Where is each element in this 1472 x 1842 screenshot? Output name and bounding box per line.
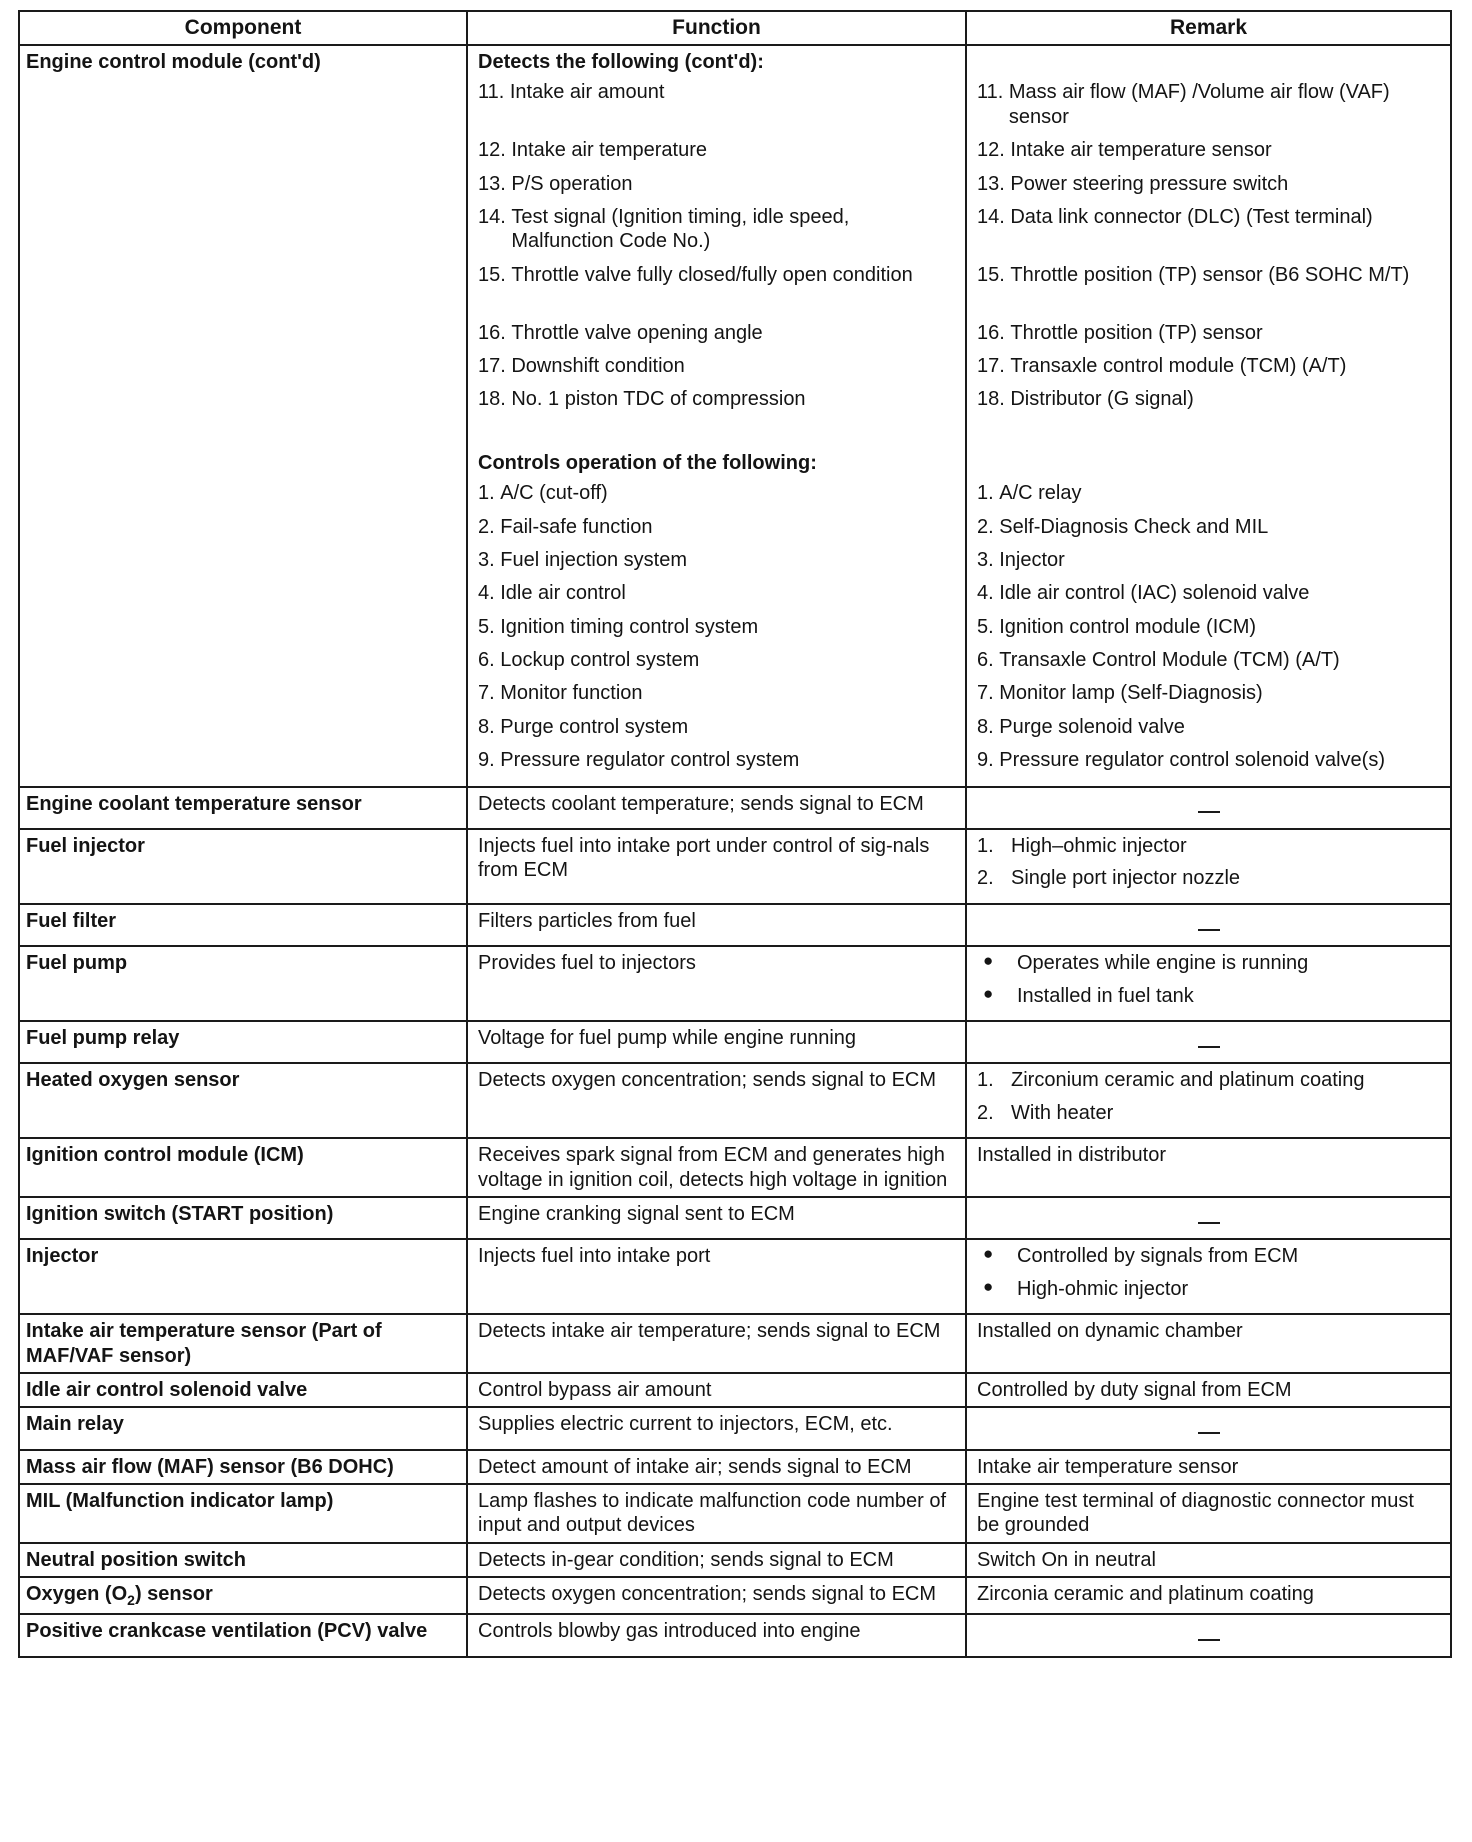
component-table [18,10,1452,1658]
table-row [19,1614,1451,1656]
header-component: Component [19,11,467,45]
item-number: 11. [478,81,510,104]
table-row [19,1021,1451,1063]
remark-item [977,354,1440,378]
document-page [18,10,1450,1658]
remark-bullet-item [977,1244,1440,1268]
subscript: 2 [127,1592,135,1609]
table-row [19,787,1451,829]
component-cell: Injector [19,1239,467,1314]
remark-list-item [977,866,1440,890]
component-cell: MIL (Malfunction indicator lamp) [19,1484,467,1543]
function-cell: Detect amount of intake air; sends signal to ECM [467,1450,966,1484]
item-text: Throttle valve opening angle [511,321,763,344]
item-number: 2. [478,515,501,538]
item-number: 12. [478,139,512,162]
item-number: 4. [977,582,1000,605]
header-row [19,11,1451,45]
item-number: 1. [478,482,501,505]
remark-bullet-item [977,951,1440,975]
component-cell: Fuel pump relay [19,1021,467,1063]
section-gap [977,421,1440,451]
remark-bullet-item [977,1277,1440,1301]
bullet-icon: ● [983,1244,994,1264]
item-number: 15. [977,263,1011,286]
item-number: 1. [977,1069,994,1092]
dash-icon [1198,929,1220,931]
remark-cell: Zirconia ceramic and platinum coating [966,1577,1451,1614]
remark-cell [966,787,1451,829]
function-cell: Receives spark signal from ECM and generates high voltage in ignition coil, detects high voltage in ignition [467,1138,966,1197]
item-text: Fuel injection system [500,548,687,571]
remark-item [977,715,1440,739]
item-number: 9. [478,749,501,772]
item-text: Intake air temperature [511,139,708,162]
item-text: Installed in fuel tank [1017,984,1194,1007]
item-number: 9. [977,749,1000,772]
table-row [19,1407,1451,1449]
table-row [19,1314,1451,1373]
component-cell: Oxygen $(O_2)$ sensor [19,1577,467,1614]
remark-item [977,648,1440,672]
item-number: 12. [977,139,1011,162]
item-text: With heater [1011,1101,1114,1124]
function-cell: Engine cranking signal sent to ECM [467,1197,966,1239]
remark-list-item [977,1068,1440,1092]
remark-cell [966,1197,1451,1239]
item-number: 14. [977,205,1011,228]
item-text: P/S operation [511,172,633,195]
table-row [19,1484,1451,1543]
item-number: 18. [977,388,1011,411]
component-cell: Engine control module (cont'd) [19,45,467,787]
item-number: 3. [478,548,501,571]
function-cell: Supplies electric current to injectors, ECM, etc. [467,1407,966,1449]
item-text: Single port injector nozzle [1011,867,1241,890]
function-item [478,615,955,639]
function-cell: Injects fuel into intake port [467,1239,966,1314]
remark-cell [966,45,1451,787]
function-item [478,515,955,539]
function-item [478,681,955,705]
item-number: 4. [478,582,501,605]
dash-icon [1198,1222,1220,1224]
item-number: 8. [977,715,1000,738]
function-item [478,205,955,254]
item-text: A/C (cut-off) [500,482,608,505]
function-item [478,80,955,129]
table-row [19,946,1451,1021]
table-row [19,1543,1451,1577]
item-number: 17. [478,354,512,377]
function-item [478,715,955,739]
item-text: Pressure regulator control system [500,749,800,772]
function-item [478,138,955,162]
item-text: Ignition control module (ICM) [999,615,1257,638]
function-item [478,354,955,378]
remark-cell [966,1239,1451,1314]
function-item [478,481,955,505]
remark-item [977,172,1440,196]
item-text: A/C relay [999,482,1082,505]
component-cell: Engine coolant temperature sensor [19,787,467,829]
remark-cell [966,1021,1451,1063]
item-text: Transaxle control module (TCM) (A/T) [1010,354,1347,377]
table-row [19,1197,1451,1239]
item-text: High–ohmic injector [1011,835,1187,858]
function-cell: Lamp flashes to indicate malfunction code number of input and output devices [467,1484,966,1543]
remark-item [977,205,1440,254]
remark-item [977,681,1440,705]
function-item [478,581,955,605]
function-item [478,648,955,672]
item-text: Idle air control (IAC) solenoid valve [999,582,1310,605]
dash-icon [1198,1639,1220,1641]
function-cell: Filters particles from fuel [467,904,966,946]
function-cell [467,45,966,787]
item-number: 18. [478,388,512,411]
remark-list-item [977,834,1440,858]
item-number: 16. [478,321,512,344]
component-cell: Idle air control solenoid valve [19,1373,467,1407]
item-number: 11. [977,81,1009,104]
item-text: Distributor (G signal) [1010,388,1194,411]
remark-cell [966,829,1451,904]
component-cell: Intake air temperature sensor (Part of MAF/VAF sensor) [19,1314,467,1373]
item-text: Transaxle Control Module (TCM) (A/T) [999,649,1340,672]
component-cell: Neutral position switch [19,1543,467,1577]
remark-item [977,548,1440,572]
item-number: 17. [977,354,1011,377]
item-text: Throttle valve fully closed/fully open condition [511,263,913,286]
dash-icon [1198,1046,1220,1048]
item-text: Injector [999,548,1065,571]
item-text: Idle air control [500,582,626,605]
remark-item [977,615,1440,639]
remark-cell [966,946,1451,1021]
component-cell: Fuel pump [19,946,467,1021]
item-number: 2. [977,1101,994,1124]
item-number: 7. [977,682,1000,705]
component-cell: Fuel injector [19,829,467,904]
item-number: 7. [478,682,501,705]
function-item [478,387,955,411]
function-cell: Provides fuel to injectors [467,946,966,1021]
remark-item [977,515,1440,539]
remark-item [977,138,1440,162]
item-number: 14. [478,205,512,228]
bullet-icon: ● [983,951,994,971]
item-text: Intake air amount [509,81,665,104]
item-number: 8. [478,715,501,738]
item-number: 1. [977,835,994,858]
header-remark: Remark [966,11,1451,45]
item-text: Operates while engine is running [1017,952,1309,975]
function-item [478,548,955,572]
component-cell: Positive crankcase ventilation (PCV) valve [19,1614,467,1656]
item-text: Power steering pressure switch [1010,172,1289,195]
header-function: Function [467,11,966,45]
item-text: Self-Diagnosis Check and MIL [999,515,1269,538]
item-text: Purge control system [500,715,689,738]
table-row [19,1450,1451,1484]
remark-cell: Controlled by duty signal from ECM [966,1373,1451,1407]
item-text: Lockup control system [500,649,700,672]
item-text: Ignition timing control system [500,615,759,638]
item-number: 5. [977,615,1000,638]
bullet-icon: ● [983,1276,994,1296]
remark-cell [966,904,1451,946]
item-number: 5. [478,615,501,638]
function-cell: Detects coolant temperature; sends signal to ECM [467,787,966,829]
item-number: 2. [977,867,994,890]
component-cell: Ignition control module (ICM) [19,1138,467,1197]
remark-list-item [977,1101,1440,1125]
remark-item [977,80,1440,129]
remark-cell [966,1407,1451,1449]
table-row [19,1138,1451,1197]
item-number: 1. [977,482,1000,505]
item-text: Mass air flow (MAF) /Volume air flow (VAF) sensor [1008,81,1390,128]
remark-cell: Installed in distributor [966,1138,1451,1197]
item-number: 13. [478,172,512,195]
function-cell: Detects oxygen concentration; sends signal to ECM [467,1577,966,1614]
remark-cell [966,1614,1451,1656]
table-row [19,1577,1451,1614]
item-text: Intake air temperature sensor [1010,139,1272,162]
component-cell: Mass air flow (MAF) sensor (B6 DOHC) [19,1450,467,1484]
function-cell: Detects in-gear condition; sends signal to ECM [467,1543,966,1577]
item-text: Test signal (Ignition timing, idle speed, Malfunction Code No.) [511,205,850,253]
remark-item [977,481,1440,505]
function-cell: Injects fuel into intake port under control of sig-nals from ECM [467,829,966,904]
component-cell: Heated oxygen sensor [19,1063,467,1138]
function-item [478,263,955,312]
function-item [478,321,955,345]
remark-item [977,581,1440,605]
function-cell: Detects oxygen concentration; sends signal to ECM [467,1063,966,1138]
item-text: Throttle position (TP) sensor (B6 SOHC M/T) [1010,263,1410,286]
controls-title: Controls operation of the following: [478,451,817,474]
remark-item [977,387,1440,411]
item-text: High-ohmic injector [1017,1277,1189,1300]
item-number: 2. [977,515,1000,538]
table-row-ecm [19,45,1451,787]
item-text: Pressure regulator control solenoid valve(s) [999,749,1385,772]
table-row [19,1063,1451,1138]
item-text: Data link connector (DLC) (Test terminal) [1010,205,1373,228]
item-number: 13. [977,172,1011,195]
remark-cell: Installed on dynamic chamber [966,1314,1451,1373]
remark-cell: Intake air temperature sensor [966,1450,1451,1484]
component-cell: Main relay [19,1407,467,1449]
remark-item [977,321,1440,345]
item-text: Controlled by signals from ECM [1017,1245,1299,1268]
remark-item [977,263,1440,312]
item-text: Monitor lamp (Self-Diagnosis) [999,682,1263,705]
dash-icon [1198,1432,1220,1434]
dash-icon [1198,811,1220,813]
section-gap [478,421,955,451]
bullet-icon: ● [983,983,994,1003]
component-cell: Ignition switch (START position) [19,1197,467,1239]
remark-cell: Switch On in neutral [966,1543,1451,1577]
remark-cell: Engine test terminal of diagnostic connector must be grounded [966,1484,1451,1543]
item-text: Throttle position (TP) sensor [1010,321,1263,344]
function-cell: Detects intake air temperature; sends signal to ECM [467,1314,966,1373]
remark-bullet-item [977,984,1440,1008]
item-text: Fail-safe function [500,515,653,538]
item-number: 16. [977,321,1011,344]
item-text: No. 1 piston TDC of compression [511,388,806,411]
component-cell: Fuel filter [19,904,467,946]
function-cell: Voltage for fuel pump while engine running [467,1021,966,1063]
remark-item [977,748,1440,772]
item-number: 6. [478,649,501,672]
table-row [19,829,1451,904]
item-text: Purge solenoid valve [999,715,1185,738]
item-text: Monitor function [500,682,643,705]
remark-cell [966,1063,1451,1138]
table-row [19,1239,1451,1314]
table-row [19,904,1451,946]
item-number: 15. [478,263,512,286]
function-item [478,748,955,772]
item-number: 6. [977,649,1000,672]
table-row [19,1373,1451,1407]
item-text: Zirconium ceramic and platinum coating [1011,1069,1365,1092]
item-number: 3. [977,548,1000,571]
detects-title: Detects the following (cont'd): [478,51,764,73]
function-item [478,172,955,196]
function-cell: Controls blowby gas introduced into engine [467,1614,966,1656]
item-text: Downshift condition [511,354,685,377]
function-cell: Control bypass air amount [467,1373,966,1407]
